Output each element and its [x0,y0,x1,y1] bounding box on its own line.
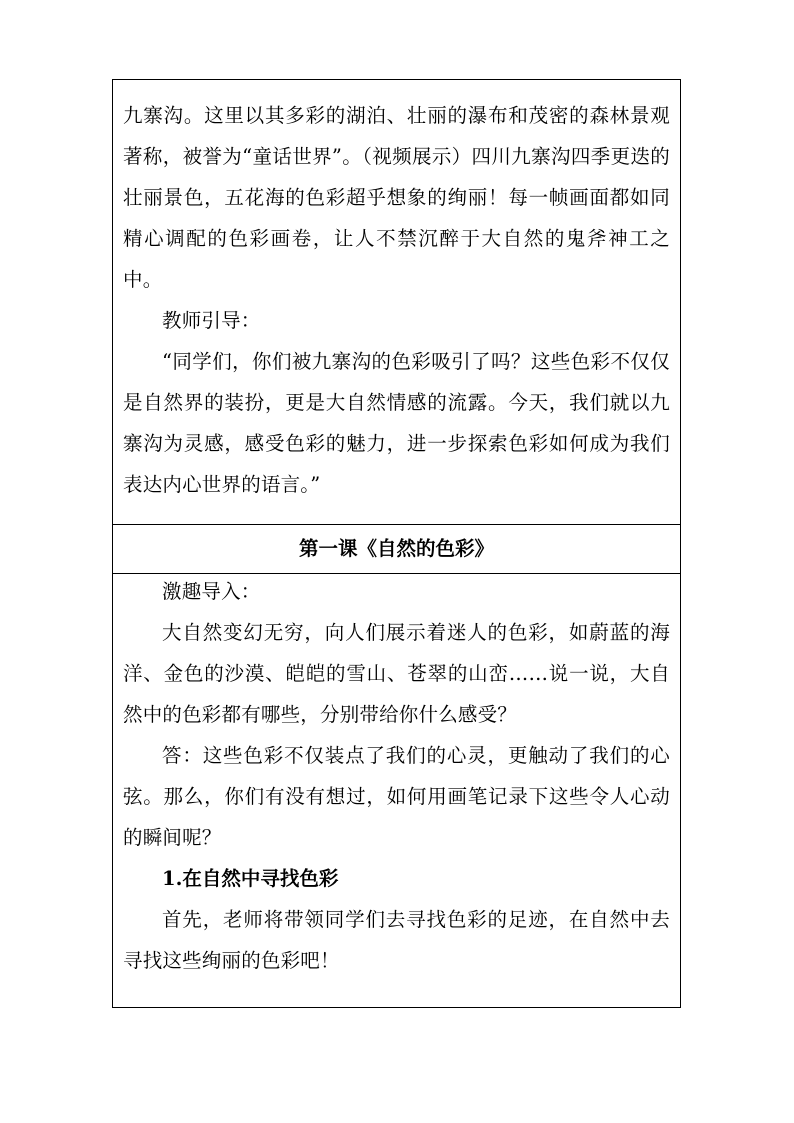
lesson-body-cell [113,574,681,1008]
table-row [113,525,681,574]
answer-paragraph: 答：这些色彩不仅装点了我们的心灵，更触动了我们的心弦。那么，你们有没有想过，如何用画笔记录下这些令人心动的瞬间呢？ [123,744,670,849]
lesson-title-cell [113,525,681,574]
table-row [113,80,681,525]
intro-cell [113,80,681,525]
lesson-title: 第一课《自然的色彩》 [298,537,494,560]
jiuzhaigou-paragraph: 九寨沟。这里以其多彩的湖泊、壮丽的瀑布和茂密的森林景观著称，被誉为“童话世界”。（视频展示）四川九寨沟四季更迭的壮丽景色，五花海的色彩超乎想象的绚丽！每一帧画面都如同精心调配的色彩画卷，让人不禁沉醉于大自然的鬼斧神工之中。 [123,104,670,291]
table-row [113,574,681,1008]
section-heading: 1.在自然中寻找色彩 [162,867,339,890]
closing-paragraph: 首先，老师将带领同学们去寻找色彩的足迹，在自然中去寻找这些绚丽的色彩吧！ [123,908,670,972]
intro-label: 激趣导入： [162,580,261,603]
teacher-guidance-label: 教师引导： [162,309,261,332]
intro-text-paragraph: 大自然变幻无穷，向人们展示着迷人的色彩，如蔚蓝的海洋、金色的沙漠、皑皑的雪山、苍翠的山峦……说一说，大自然中的色彩都有哪些，分别带给你什么感受？ [123,621,670,726]
lesson-plan-table [112,79,681,1008]
teacher-quote-paragraph: “同学们，你们被九寨沟的色彩吸引了吗？这些色彩不仅仅是自然界的装扮，更是大自然情感的流露。今天，我们就以九寨沟为灵感，感受色彩的魅力，进一步探索色彩如何成为我们表达内心世界的语言。” [123,350,670,496]
